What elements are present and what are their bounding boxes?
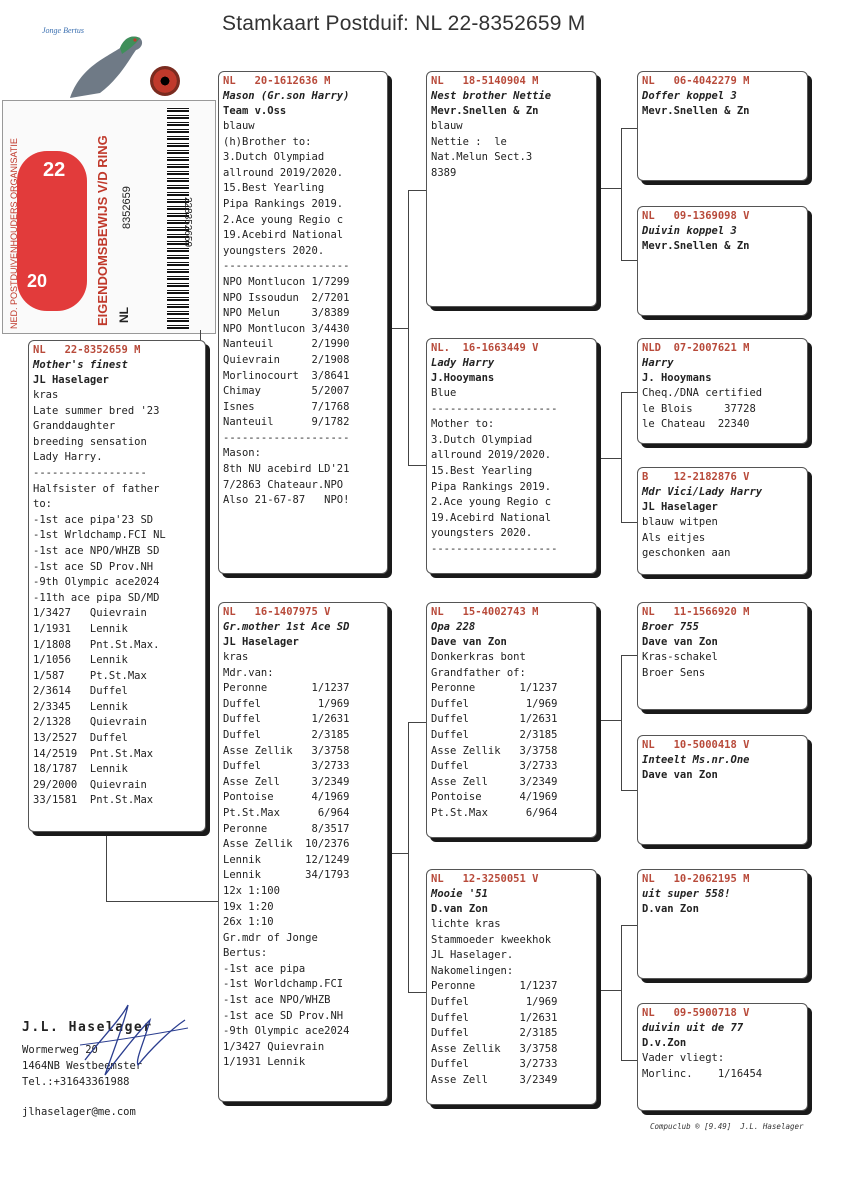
connector-line — [597, 458, 621, 459]
info-line: Peronne 1/1237 — [223, 682, 350, 695]
info-line: 33/1581 Pnt.St.Max — [33, 794, 154, 807]
pedigree-box-mother[interactable] — [218, 602, 388, 1102]
connector-line — [408, 722, 426, 723]
info-line: 13/2527 Duffel — [33, 732, 128, 745]
info-line: Asse Zell 3/2349 — [431, 1073, 558, 1086]
info-line: -------------------- — [223, 431, 350, 444]
info-line: Duffel 2/3185 — [223, 728, 350, 741]
ring-number: NL 06-4042279 M — [642, 75, 750, 87]
info-line: Duffel 1/969 — [431, 697, 558, 710]
info-line: -------------------- — [223, 260, 350, 273]
info-line: Also 21-67-87 NPO! — [223, 494, 350, 507]
pigeon-name: Nest brother Nettie — [431, 90, 552, 102]
info-line: 12x 1:100 — [223, 884, 280, 897]
info-line: blauw — [431, 120, 463, 132]
info-line: Chimay 5/2007 — [223, 385, 350, 398]
info-line: -1st ace pipa'23 SD — [33, 513, 154, 526]
info-line: Broer Sens — [642, 666, 706, 679]
info-line: 26x 1:10 — [223, 916, 274, 929]
info-line: 19x 1:20 — [223, 900, 274, 913]
info-line: (h)Brother to: — [223, 135, 312, 148]
info-line: allround 2019/2020. — [223, 166, 344, 179]
info-line: -11th ace pipa SD/MD — [33, 591, 160, 604]
ring-number: NLD 07-2007621 M — [642, 342, 750, 354]
software-credit: Compuclub ® [9.49] J.L. Haselager — [650, 1122, 804, 1131]
info-line: Vader vliegt: — [642, 1052, 725, 1064]
pigeon-name: Mother's finest — [33, 359, 128, 371]
info-line: NPO Melun 3/8389 — [223, 307, 350, 320]
info-line: lichte kras — [431, 918, 501, 930]
ring-number: NL. 16-1663449 V — [431, 342, 539, 354]
connector-line — [621, 655, 622, 790]
connector-line — [597, 188, 621, 189]
info-line: NPO Montlucon 3/4430 — [223, 322, 350, 335]
logo-text: Jonge Bertus — [42, 26, 84, 35]
info-line: Cheq./DNA certified — [642, 387, 763, 399]
info-line: blauw witpen — [642, 516, 718, 528]
info-line: Duffel 1/969 — [223, 697, 350, 710]
info-line: Asse Zellik 3/3758 — [431, 1042, 558, 1055]
pigeon-name: Broer 755 — [642, 621, 699, 633]
info-line: Isnes 7/1768 — [223, 400, 350, 413]
info-line: -1st ace pipa — [223, 962, 306, 975]
info-line: Als eitjes — [642, 531, 706, 544]
pigeon-owner: Mevr.Snellen & Zn — [642, 240, 750, 252]
ring-number: NL 22-8352659 M — [33, 344, 141, 356]
info-line: kras — [33, 389, 59, 401]
info-line: le Chateau 22340 — [642, 418, 750, 431]
info-line: -1st ace NPO/WHZB — [223, 994, 331, 1007]
info-line: Nakomelingen: — [431, 964, 514, 977]
pigeon-name: duivin uit de 77 — [642, 1022, 744, 1034]
connector-line — [408, 992, 426, 993]
info-line: 1/3427 Quievrain — [33, 607, 147, 620]
info-line: -9th Olympic ace2024 — [33, 576, 160, 589]
info-line: Morlinc. 1/16454 — [642, 1067, 763, 1080]
signature — [80, 1000, 190, 1080]
pedigree-box-ffm[interactable] — [637, 206, 808, 316]
certificate-organisation: NED. POSTDUIVENHOUDERS ORGANISATIE — [9, 138, 19, 329]
connector-line — [408, 465, 426, 466]
pigeon-name: Lady Harry — [431, 357, 495, 369]
info-line: 19.Acebird National — [431, 511, 552, 524]
info-line: Pipa Rankings 2019. — [223, 197, 344, 210]
connector-line — [408, 190, 426, 191]
info-line: -1st ace NPO/WHZB SD — [33, 544, 160, 557]
connector-line — [621, 1060, 637, 1061]
pigeon-name: Harry — [642, 357, 674, 369]
info-line: Duffel 1/2631 — [431, 1011, 558, 1024]
info-line: Pipa Rankings 2019. — [431, 480, 552, 493]
info-line: Lennik 34/1793 — [223, 869, 350, 882]
pigeon-owner: Mevr.Snellen & Zn — [431, 105, 539, 117]
pedigree-box-mff[interactable] — [637, 602, 808, 710]
info-line: Nanteuil 2/1990 — [223, 338, 350, 351]
info-line: Duffel 1/2631 — [223, 713, 350, 726]
info-line: le Blois 37728 — [642, 402, 756, 415]
certificate-barcode-number: 228352659 — [182, 197, 193, 248]
connector-line — [621, 128, 622, 260]
pigeon-name: Opa 228 — [431, 621, 476, 633]
info-line: breeding sensation — [33, 435, 147, 448]
pigeon-photo — [60, 28, 150, 103]
breeder-phone: Tel.:+31643361988 — [22, 1076, 130, 1088]
info-line: -1st Worldchamp.FCI — [223, 978, 344, 991]
pedigree-box-fff[interactable] — [637, 71, 808, 181]
info-line: Duffel 1/969 — [431, 995, 558, 1008]
ring-number: NL 20-1612636 M — [223, 75, 331, 87]
info-line: -------------------- — [431, 402, 558, 415]
ring-number: NL 16-1407975 V — [223, 606, 331, 618]
pigeon-name: Doffer koppel 3 — [642, 90, 737, 102]
info-line: blauw — [223, 120, 255, 132]
info-line: Stammoeder kweekhok — [431, 933, 552, 946]
pigeon-owner: Dave van Zon — [642, 636, 718, 648]
info-line: Nettie : le — [431, 135, 507, 148]
connector-line — [621, 790, 637, 791]
certificate-year-a: 22 — [43, 159, 66, 181]
info-line: Pontoise 4/1969 — [431, 791, 558, 804]
pigeon-name: Inteelt Ms.nr.One — [642, 754, 750, 766]
pigeon-name: Duivin koppel 3 — [642, 225, 737, 237]
info-line: 2/3345 Lennik — [33, 700, 128, 713]
certificate-year-b: 20 — [27, 271, 48, 291]
ring-number: NL 11-1566920 M — [642, 606, 750, 618]
info-line: Lennik 12/1249 — [223, 853, 350, 866]
pigeon-owner: D.van Zon — [642, 903, 699, 915]
connector-line — [200, 330, 201, 340]
info-line: 1/1931 Lennik — [33, 622, 128, 635]
pigeon-owner: JL Haselager — [642, 501, 718, 513]
info-line: Asse Zell 3/2349 — [223, 775, 350, 788]
info-line: -1st ace SD Prov.NH — [223, 1009, 344, 1022]
certificate-nl: NL — [117, 307, 131, 323]
connector-line — [106, 901, 218, 902]
ring-number: NL 09-1369098 V — [642, 210, 750, 222]
info-line: 2.Ace young Regio c — [431, 496, 552, 509]
pigeon-name: uit super 558! — [642, 888, 731, 900]
info-line: Grandfather of: — [431, 666, 526, 679]
info-line: 1/3427 Quievrain — [223, 1040, 325, 1053]
info-line: geschonken aan — [642, 547, 731, 560]
info-line: Kras-schakel — [642, 651, 718, 663]
pigeon-owner: Dave van Zon — [431, 636, 507, 648]
info-line: kras — [223, 651, 249, 663]
info-line: Mason: — [223, 447, 261, 460]
ring-number: NL 10-5000418 V — [642, 739, 750, 751]
pigeon-owner: JL Haselager — [33, 374, 109, 386]
info-line: -9th Olympic ace2024 — [223, 1025, 350, 1038]
info-line: 3.Dutch Olympiad — [223, 151, 325, 164]
connector-line — [621, 925, 637, 926]
pedigree-box-father-sire[interactable] — [426, 71, 597, 307]
connector-line — [597, 720, 621, 721]
info-line: 1/1056 Lennik — [33, 654, 128, 667]
info-line: -1st ace SD Prov.NH — [33, 560, 154, 573]
info-line: NPO Issoudun 2/7201 — [223, 291, 350, 304]
info-line: 15.Best Yearling — [431, 464, 533, 477]
info-line: Duffel 2/3185 — [431, 728, 558, 741]
info-line: allround 2019/2020. — [431, 449, 552, 462]
connector-line — [388, 328, 408, 329]
info-line: 8389 — [431, 166, 457, 179]
pigeon-owner: D.v.Zon — [642, 1037, 687, 1049]
info-line: Mother to: — [431, 418, 495, 431]
info-line: NPO Montlucon 1/7299 — [223, 275, 350, 288]
connector-line — [621, 655, 637, 656]
ring-number: NL 09-5900718 V — [642, 1007, 750, 1019]
info-line: youngsters 2020. — [223, 244, 325, 257]
info-line: Nanteuil 9/1782 — [223, 416, 350, 429]
ring-number: NL 10-2062195 M — [642, 873, 750, 885]
info-line: 2/1328 Quievrain — [33, 716, 147, 729]
ring-number: NL 12-3250051 V — [431, 873, 539, 885]
info-line: Mdr.van: — [223, 666, 274, 679]
info-line: 1/587 Pt.St.Max — [33, 669, 147, 682]
info-line: Duffel 3/2733 — [431, 760, 558, 773]
ring-number: NL 18-5140904 M — [431, 75, 539, 87]
pedigree-box-mother-sire[interactable] — [426, 602, 597, 838]
connector-line — [621, 128, 637, 129]
page-title: Stamkaart Postduif: NL 22-8352659 M — [222, 12, 586, 35]
breeder-street: Wormerweg 20 — [22, 1044, 98, 1056]
connector-line — [621, 522, 637, 523]
info-line: Pontoise 4/1969 — [223, 791, 350, 804]
pedigree-box-mother-dam[interactable] — [426, 869, 597, 1105]
pigeon-owner: Mevr.Snellen & Zn — [642, 105, 750, 117]
info-line: Asse Zell 3/2349 — [431, 775, 558, 788]
info-line: Halfsister of father — [33, 482, 160, 495]
info-line: Peronne 1/1237 — [431, 980, 558, 993]
pigeon-owner: J.Hooymans — [431, 372, 495, 384]
info-line: Morlinocourt 3/8641 — [223, 369, 350, 382]
connector-line — [408, 190, 409, 465]
pigeon-owner: Team v.Oss — [223, 105, 287, 117]
pedigree-box-father-dam[interactable] — [426, 338, 597, 574]
info-line: Lady Harry. — [33, 451, 103, 464]
pigeon-name: Mason (Gr.son Harry) — [223, 90, 350, 102]
info-line: JL Haselager. — [431, 949, 514, 962]
info-line: Blue — [431, 387, 457, 399]
info-line: Quievrain 2/1908 — [223, 353, 350, 366]
info-line: Donkerkras bont — [431, 651, 526, 663]
info-line: 8th NU acebird LD'21 — [223, 463, 350, 476]
info-line: Gr.mdr of Jonge — [223, 931, 318, 944]
breeder-city: 1464NB Westbeemster — [22, 1060, 143, 1072]
info-line: Duffel 2/3185 — [431, 1027, 558, 1040]
certificate-label: EIGENDOMSBEWIJS V/D RING — [95, 135, 110, 326]
info-line: 3.Dutch Olympiad — [431, 433, 533, 446]
info-line: Pt.St.Max 6/964 — [431, 806, 558, 819]
info-line: ------------------ — [33, 466, 147, 479]
info-line: 15.Best Yearling — [223, 182, 325, 195]
connector-line — [621, 392, 622, 522]
pedigree-box-fmf[interactable] — [637, 338, 808, 444]
info-line: Asse Zellik 3/3758 — [223, 744, 350, 757]
info-line: Pt.St.Max 6/964 — [223, 806, 350, 819]
pigeon-name: Mooie '51 — [431, 888, 488, 900]
pigeon-owner: J. Hooymans — [642, 372, 712, 384]
connector-line — [597, 990, 621, 991]
pedigree-box-mmm[interactable] — [637, 1003, 808, 1111]
connector-line — [621, 392, 637, 393]
pedigree-box-fmm[interactable] — [637, 467, 808, 575]
pigeon-owner: D.van Zon — [431, 903, 488, 915]
breeder-email[interactable]: jlhaselager@me.com — [22, 1106, 136, 1118]
info-line: to: — [33, 498, 52, 511]
ring-number: B 12-2182876 V — [642, 471, 750, 483]
info-line: Duffel 3/2733 — [223, 760, 350, 773]
connector-line — [621, 925, 622, 1060]
pedigree-box-mmf[interactable] — [637, 869, 808, 979]
info-line: 1/1931 Lennik — [223, 1056, 306, 1069]
pigeon-name: Gr.mother 1st Ace SD — [223, 621, 350, 633]
info-line: Nat.Melun Sect.3 — [431, 151, 533, 164]
info-line: Late summer bred '23 — [33, 404, 160, 417]
pedigree-box-mfm[interactable] — [637, 735, 808, 845]
breeder-name: J.L. Haselager — [22, 1020, 153, 1035]
info-line: Duffel 1/2631 — [431, 713, 558, 726]
info-line: youngsters 2020. — [431, 527, 533, 540]
info-line: 18/1787 Lennik — [33, 763, 128, 776]
connector-line — [621, 260, 637, 261]
info-line: -------------------- — [431, 542, 558, 555]
pigeon-eye-photo — [150, 66, 180, 96]
pigeon-name: Mdr Vici/Lady Harry — [642, 486, 763, 498]
info-line: 1/1808 Pnt.St.Max. — [33, 638, 160, 651]
info-line: 2.Ace young Regio c — [223, 213, 344, 226]
info-line: Granddaughter — [33, 420, 116, 433]
pedigree-box-father[interactable] — [218, 71, 388, 574]
info-line: -1st Wrldchamp.FCI NL — [33, 529, 166, 542]
info-line: Asse Zellik 3/3758 — [431, 744, 558, 757]
info-line: 29/2000 Quievrain — [33, 778, 147, 791]
info-line: 14/2519 Pnt.St.Max — [33, 747, 154, 760]
ring-number: NL 15-4002743 M — [431, 606, 539, 618]
info-line: Duffel 3/2733 — [431, 1058, 558, 1071]
info-line: Bertus: — [223, 947, 268, 960]
info-line: 7/2863 Chateaur.NPO — [223, 478, 344, 491]
ring-certificate — [2, 100, 216, 334]
certificate-ring-number: 8352659 — [121, 186, 133, 229]
pigeon-owner: JL Haselager — [223, 636, 299, 648]
info-line: 19.Acebird National — [223, 229, 344, 242]
info-line: Asse Zellik 10/2376 — [223, 838, 350, 851]
info-line: Peronne 1/1237 — [431, 682, 558, 695]
info-line: Peronne 8/3517 — [223, 822, 350, 835]
pedigree-box-subject[interactable] — [28, 340, 206, 832]
connector-line — [388, 853, 408, 854]
info-line: 2/3614 Duffel — [33, 685, 128, 698]
connector-line — [408, 722, 409, 992]
pigeon-owner: Dave van Zon — [642, 769, 718, 781]
